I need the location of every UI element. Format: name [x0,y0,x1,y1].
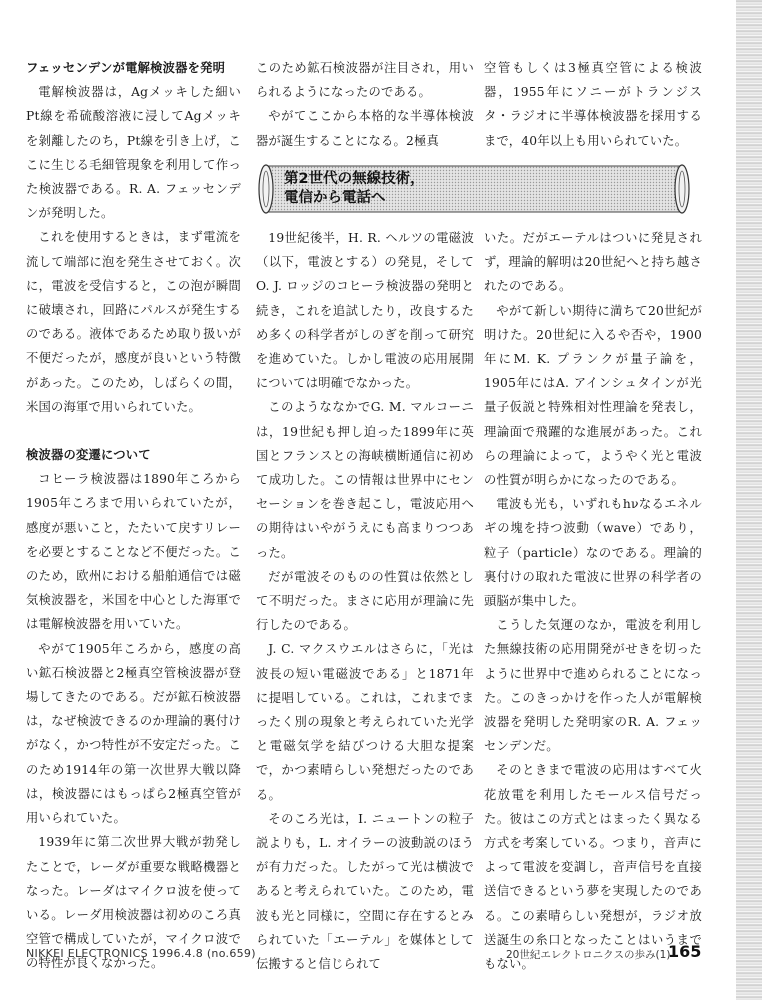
paragraph: やがて1905年ころから，感度の高い鉱石検波器と2極真空管検波器が登場してきたのである。だが鉱石検波器は，なぜ検波できるのか理論的裏付けがなく，かつ特性が不安定だった。このため1914年の第一次世界大戦以降は，検波器にはもっぱら2極真空管が用いられていた。 [26,641,241,826]
paragraph: 19世紀後半，H. R. ヘルツの電磁波（以下，電波とする）の発見，そしてO. J. ロッジのコヒーラ検波器の発明と続き，これを追試したり，改良するため多くの科学者がしのぎを削って研究を進めていた。しかし電波の応用展開については明確でなかった。 [256,231,474,391]
paragraph: こうした気運のなか，電波を利用した無線技術の応用開発がせきを切ったように世界中で進められることになった。このきっかけを作った人が電解検波器を発明した発明家のR. A. フェッセンデンだ。 [484,618,702,754]
paragraph: 電解検波器は，Agメッキした細いPt線を希硫酸溶液に浸してAgメッキを剝離したのち，Pt線を引き上げ，ここに生じる毛細管現象を利用して作った検波器である。R. A. フェッセンデンが発明した。 [26,85,241,221]
paragraph: コヒーラ検波器は1890年ころから1905年ころまで用いられていたが，感度が悪いこと，たたいて戻すリレーを必要とすることなど不便だった。このため，欧州における船舶通信では磁気検波器を，米国を中心とした海軍では電解検波器を用いていた。 [26,472,241,632]
paragraph: J. C. マクスウエルはさらに，「光は波長の短い電磁波である」と1871年に提唱している。これは，これまでまったく別の現象と考えられていた光学と電磁気学を結びつける大胆な提案で，かつ素晴らしい発想だったのである。 [256,642,474,802]
column-2 [256,226,474,976]
column-3-top [484,56,702,153]
column-3 [484,226,702,976]
paragraph: そのころ光は，I. ニュートンの粒子説よりも，L. オイラーの波動説のほうが有力だった。したがって光は横波であると考えられていた。このため，電波も光と同様に，空間に存在するとみられていた「エーテル」を媒体として伝搬すると信じられて [256,811,474,972]
paragraph: やがて新しい期待に満ちて20世紀が明けた。20世紀に入るや否や，1900年にM. K. プランクが量子論を，1905年にはA. アインシュタインが光量子仮説と特殊相対性理論を発表し，理論面で飛躍的な進展があった。これらの理論によって，ようやく光と電波の性質が明らかになったのである。 [484,303,702,488]
paragraph: やがてここから本格的な半導体検波器が誕生することになる。2極真 [256,109,474,148]
section-title [284,170,425,208]
column-1 [26,56,241,976]
paragraph: 空管もしくは3極真空管による検波器，1955年にソニーがトランジスタ・ラジオに半導体検波器を採用するまで，40年以上も用いられていた。 [484,61,702,148]
paragraph: いた。だがエーテルはついに発見されず，理論的解明は20世紀へと持ち越されたのである。 [484,231,702,294]
section-title-line2: 電信から電話へ [284,190,386,206]
paragraph: 電波も光も，いずれもhνなるエネルギの塊を持つ波動（wave）であり，粒子（particle）なのである。理論的裏付けの取れた電波に世界の科学者の頭脳が集中した。 [484,497,702,609]
page-number: 165 [668,942,702,961]
scan-edge-shadow [736,0,762,1000]
paragraph: このため鉱石検波器が注目され，用いられるようになったのである。 [256,61,474,100]
section-banner [256,160,692,218]
section-heading-electrolytic-detector: フェッセンデンが電解検波器を発明 [26,61,226,75]
column-2-top [256,56,474,153]
section-title-line1: 第2世代の無線技術， [284,171,425,187]
footer-series-title: 20世紀エレクトロニクスの歩み(1) [506,949,671,961]
footer-publication: NIKKEI ELECTRONICS 1996.4.8 (no.659) [26,947,256,960]
paragraph: 1939年に第二次世界大戦が勃発したことで，レーダが重要な戦略機器となった。レーダはマイクロ波を使っている。レーダ用検波器は初めのころ真空管で構成していたが，マイクロ波での特性が良くなかった。 [26,835,241,971]
paragraph: だが電波そのものの性質は依然として不明だった。まさに応用が理論に先行したのである。 [256,569,474,633]
paragraph: これを使用するときは，まず電流を流して端部に泡を発生させておく。次に，電波を受信すると，この泡が瞬間に破壊され，回路にパルスが発生するのである。液体であるため取り扱いが不便だったが，感度が良いという特徴があった。このため，しばらくの間，米国の海軍で用いられていた。 [26,230,241,414]
section-heading-detector-history: 検波器の変遷について [26,448,151,463]
paragraph: このようななかでG. M. マルコーニは，19世紀も押し迫った1899年に英国とフランスとの海峡横断通信に初めて成功した。この情報は世界中にセンセーションを巻き起こし，電波応用への期待はいやがうえにも高まりつつあった。 [256,400,474,560]
paragraph: そのときまで電波の応用はすべて火花放電を利用したモールス信号だった。彼はこの方式とはまったく異なる方式を考案している。つまり，音声によって電波を変調し，音声信号を直接送信できるという夢を実現したのである。この素晴らしい発想が，ラジオ放送誕生の糸口となったことはいうまでもない。 [484,763,702,972]
